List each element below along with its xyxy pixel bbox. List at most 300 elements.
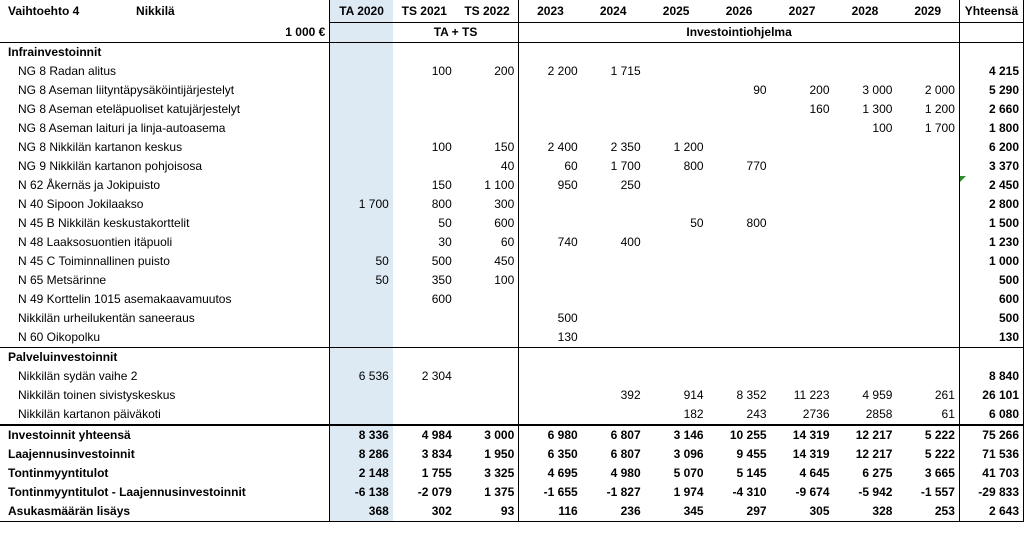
value-cell: 1 300: [862, 102, 893, 116]
row-label: Nikkilän kartanon päiväkoti: [18, 407, 161, 421]
value-cell: [771, 138, 834, 157]
value-cell: [771, 214, 834, 233]
value-cell: [582, 100, 645, 119]
row-label: N 65 Metsärinne: [18, 273, 107, 287]
row-label: Tontinmyyntitulot: [8, 466, 109, 480]
value-cell: -4 310: [732, 485, 767, 499]
header-year: 2028: [851, 4, 879, 18]
value-cell: 60: [500, 235, 515, 249]
value-cell: [582, 81, 645, 100]
value-cell: 236: [582, 502, 645, 522]
value-cell: [330, 405, 393, 425]
value-cell: [456, 81, 519, 100]
value-cell: [519, 405, 582, 425]
value-cell: [896, 290, 959, 309]
value-cell: 345: [645, 502, 708, 522]
value-cell: [896, 252, 959, 271]
value-cell: [582, 309, 645, 328]
value-cell: [393, 386, 456, 405]
value-cell: [834, 290, 897, 309]
value-cell: 450: [494, 254, 515, 268]
value-cell: 12 217: [855, 447, 893, 461]
table-row: [0, 309, 1024, 328]
table-row: [0, 176, 1024, 195]
value-cell: [708, 119, 771, 138]
table-row: [0, 138, 1024, 157]
value-cell: 800: [683, 159, 704, 173]
header-scenario: [0, 0, 330, 23]
scenario-label: Vaihtoehto 4: [8, 4, 80, 19]
value-cell: [708, 328, 771, 348]
value-cell: [708, 176, 771, 195]
header-year: 2023: [519, 0, 582, 23]
value-cell: [834, 367, 897, 386]
value-cell: 1 375: [484, 485, 515, 499]
total-cell: 600: [959, 290, 1023, 309]
value-cell: [393, 81, 456, 100]
row-label: NG 9 Nikkilän kartanon pohjoisosa: [18, 159, 203, 173]
table-row: [0, 290, 1024, 309]
value-cell: [708, 195, 771, 214]
value-cell: [393, 157, 456, 176]
value-cell: [896, 271, 959, 290]
value-cell: [834, 62, 897, 81]
value-cell: [330, 176, 393, 195]
value-cell: [519, 290, 582, 309]
value-cell: [330, 328, 393, 348]
value-cell: 1 755: [421, 466, 452, 480]
value-cell: 3 000: [862, 83, 893, 97]
value-cell: [456, 367, 519, 386]
row-label: NG 8 Aseman eteläpuoliset katujärjestelyt: [18, 102, 241, 116]
total-cell: 2 643: [959, 502, 1023, 522]
value-cell: 1 700: [924, 121, 955, 135]
value-cell: [330, 233, 393, 252]
table-row: [0, 252, 1024, 271]
total-cell: 75 266: [959, 425, 1023, 445]
row-label: NG 8 Nikkilän kartanon keskus: [18, 140, 183, 154]
total-cell: 5 290: [959, 81, 1023, 100]
value-cell: [834, 157, 897, 176]
total-cell: 8 840: [959, 367, 1023, 386]
value-cell: 6 807: [610, 447, 641, 461]
value-cell: [708, 62, 771, 81]
value-cell: [834, 138, 897, 157]
value-cell: [330, 386, 393, 405]
value-cell: [456, 386, 519, 405]
total-cell: 4 215: [959, 62, 1023, 81]
row-label: N 48 Laaksosuontien itäpuoli: [18, 235, 173, 249]
value-cell: [896, 62, 959, 81]
total-spacer: [959, 23, 1023, 43]
value-cell: 261: [934, 388, 955, 402]
value-cell: -2 079: [417, 485, 452, 499]
value-cell: [896, 233, 959, 252]
value-cell: 50: [690, 216, 704, 230]
value-cell: 60: [519, 157, 582, 176]
value-cell: [456, 100, 519, 119]
value-cell: [330, 62, 393, 81]
value-cell: [708, 252, 771, 271]
table-row: [0, 214, 1024, 233]
summary-row: [0, 425, 1024, 445]
value-cell: 8 352: [736, 388, 767, 402]
table-row: [0, 81, 1024, 100]
value-cell: 50: [330, 252, 393, 271]
value-cell: [834, 195, 897, 214]
value-cell: 6 536: [330, 367, 393, 386]
total-cell: 1 000: [959, 252, 1023, 271]
value-cell: 2 148: [330, 464, 393, 483]
total-cell: 1 500: [959, 214, 1023, 233]
value-cell: [645, 252, 708, 271]
table-row: [0, 157, 1024, 176]
empty-cell: [456, 43, 519, 63]
value-cell: [519, 252, 582, 271]
value-cell: [456, 290, 519, 309]
empty-cell: [959, 43, 1023, 63]
empty-cell: [519, 43, 582, 63]
value-cell: [834, 214, 897, 233]
empty-cell: [582, 43, 645, 63]
value-cell: 1 950: [484, 447, 515, 461]
value-cell: 100: [431, 140, 452, 154]
section-title: Infrainvestoinnit: [8, 45, 102, 59]
value-cell: 950: [519, 176, 582, 195]
empty-cell: [771, 348, 834, 368]
empty-cell: [645, 43, 708, 63]
value-cell: [519, 81, 582, 100]
value-cell: 2 350: [610, 140, 641, 154]
value-cell: 4 695: [519, 464, 582, 483]
table-row: [0, 119, 1024, 138]
value-cell: 2736: [802, 407, 830, 421]
value-cell: [771, 271, 834, 290]
value-cell: [330, 157, 393, 176]
value-cell: 116: [519, 502, 582, 522]
header-total: Yhteensä: [959, 0, 1023, 23]
total-cell: 6 200: [959, 138, 1023, 157]
value-cell: 93: [456, 502, 519, 522]
value-cell: [645, 271, 708, 290]
value-cell: 6 350: [519, 445, 582, 464]
value-cell: -6 138: [330, 483, 393, 502]
table-row: [0, 367, 1024, 386]
value-cell: 50: [438, 216, 452, 230]
empty-cell: [896, 348, 959, 368]
value-cell: [645, 100, 708, 119]
value-cell: 3 096: [673, 447, 704, 461]
value-cell: [330, 119, 393, 138]
header-year: 2026: [725, 4, 753, 18]
value-cell: 6 980: [519, 425, 582, 445]
value-cell: 770: [746, 159, 767, 173]
value-cell: [519, 367, 582, 386]
value-cell: [896, 195, 959, 214]
value-cell: 200: [494, 64, 515, 78]
total-cell: 2 450: [959, 176, 1023, 195]
value-cell: [771, 233, 834, 252]
value-cell: [834, 328, 897, 348]
value-cell: [771, 252, 834, 271]
value-cell: 100: [494, 273, 515, 287]
table-row: [0, 62, 1024, 81]
value-cell: 1 700: [330, 195, 393, 214]
value-cell: 11 223: [793, 388, 830, 402]
summary-row: [0, 483, 1024, 502]
value-cell: [645, 195, 708, 214]
ta-spacer: [330, 23, 393, 43]
value-cell: 30: [438, 235, 452, 249]
value-cell: [519, 100, 582, 119]
value-cell: 12 217: [834, 425, 897, 445]
value-cell: [330, 214, 393, 233]
value-cell: [645, 81, 708, 100]
value-cell: 2858: [865, 407, 893, 421]
value-cell: [645, 233, 708, 252]
value-cell: 4 980: [610, 466, 641, 480]
row-label: N 40 Sipoon Jokilaakso: [18, 197, 144, 211]
row-label: Tontinmyyntitulot - Laajennusinvestoinnit: [8, 485, 246, 499]
header-year: TA 2020: [330, 0, 393, 23]
value-cell: 1 974: [673, 485, 704, 499]
value-cell: 3 000: [456, 425, 519, 445]
value-cell: [771, 328, 834, 348]
summary-row: [0, 445, 1024, 464]
group-budget: TA + TS: [393, 23, 519, 43]
empty-cell: [582, 348, 645, 368]
row-label: Nikkilän sydän vaihe 2: [18, 369, 138, 383]
value-cell: [393, 405, 456, 425]
total-cell: 2 800: [959, 195, 1023, 214]
value-cell: [645, 119, 708, 138]
value-cell: 5 222: [896, 425, 959, 445]
table-row: [0, 100, 1024, 119]
value-cell: 2 400: [519, 138, 582, 157]
value-cell: [771, 290, 834, 309]
group-program: Investointiohjelma: [519, 23, 960, 43]
row-label: Laajennusinvestoinnit: [8, 447, 135, 461]
empty-cell: [708, 348, 771, 368]
value-cell: 6 275: [862, 466, 893, 480]
total-cell: 3 370: [959, 157, 1023, 176]
unit-label: 1 000 €: [0, 23, 330, 43]
value-cell: 4 645: [799, 466, 830, 480]
value-cell: [771, 367, 834, 386]
value-cell: 8 286: [330, 445, 393, 464]
value-cell: [582, 214, 645, 233]
value-cell: [393, 119, 456, 138]
table-row: [0, 271, 1024, 290]
value-cell: 305: [771, 502, 834, 522]
value-cell: 302: [393, 502, 456, 522]
empty-cell: [456, 348, 519, 368]
value-cell: 14 319: [792, 447, 830, 461]
empty-cell: [645, 348, 708, 368]
header-year: 2024: [599, 4, 627, 18]
row-label: N 45 C Toiminnallinen puisto: [18, 254, 170, 268]
header-year: 2025: [662, 4, 690, 18]
value-cell: 1 200: [673, 140, 704, 154]
value-cell: 1 715: [610, 64, 641, 78]
value-cell: 14 319: [771, 425, 834, 445]
section-row: [0, 348, 1024, 368]
value-cell: 600: [431, 292, 452, 306]
value-cell: 3 834: [421, 447, 452, 461]
value-cell: 3 325: [484, 466, 515, 480]
value-cell: 800: [746, 216, 767, 230]
value-cell: 328: [834, 502, 897, 522]
value-cell: 1 200: [924, 102, 955, 116]
value-cell: 368: [330, 502, 393, 522]
value-cell: [896, 328, 959, 348]
value-cell: 253: [896, 502, 959, 522]
value-cell: [834, 271, 897, 290]
value-cell: [582, 195, 645, 214]
value-cell: [708, 271, 771, 290]
value-cell: [519, 119, 582, 138]
value-cell: [708, 309, 771, 328]
value-cell: [330, 138, 393, 157]
value-cell: [519, 271, 582, 290]
value-cell: [519, 195, 582, 214]
value-cell: 4 959: [862, 388, 893, 402]
value-cell: [330, 100, 393, 119]
value-cell: 8 336: [330, 425, 393, 445]
value-cell: [771, 157, 834, 176]
value-cell: 350: [431, 273, 452, 287]
value-cell: [582, 405, 645, 425]
value-cell: 1 700: [610, 159, 641, 173]
value-cell: [896, 176, 959, 195]
value-cell: [393, 328, 456, 348]
row-label: NG 8 Aseman laituri ja linja-autoasema: [18, 121, 226, 135]
value-cell: 61: [941, 407, 955, 421]
value-cell: [645, 62, 708, 81]
value-cell: 100: [431, 64, 452, 78]
value-cell: 3 146: [645, 425, 708, 445]
total-cell: 1 230: [959, 233, 1023, 252]
row-label: N 62 Åkernäs ja Jokipuisto: [18, 178, 161, 192]
value-cell: [896, 157, 959, 176]
empty-cell: [330, 348, 393, 368]
total-cell: 71 536: [959, 445, 1023, 464]
value-cell: [330, 290, 393, 309]
row-label: Investoinnit yhteensä: [0, 425, 330, 445]
value-cell: [708, 233, 771, 252]
value-cell: [771, 195, 834, 214]
value-cell: 150: [431, 178, 452, 192]
value-cell: [456, 405, 519, 425]
value-cell: 50: [330, 271, 393, 290]
empty-cell: [330, 43, 393, 63]
header-row: [0, 0, 1024, 23]
row-label: Nikkilän toinen sivistyskeskus: [18, 388, 176, 402]
table-row: [0, 386, 1024, 405]
table-row: [0, 405, 1024, 425]
value-cell: [708, 138, 771, 157]
value-cell: 400: [620, 235, 641, 249]
value-cell: 392: [620, 388, 641, 402]
value-cell: [582, 271, 645, 290]
value-cell: [582, 290, 645, 309]
value-cell: [834, 252, 897, 271]
total-cell: 130: [959, 328, 1023, 348]
value-cell: [393, 309, 456, 328]
value-cell: [708, 290, 771, 309]
value-cell: [708, 367, 771, 386]
total-cell: 2 660: [959, 100, 1023, 119]
total-cell: 26 101: [959, 386, 1023, 405]
value-cell: [519, 214, 582, 233]
value-cell: [582, 367, 645, 386]
value-cell: [896, 214, 959, 233]
total-cell: 41 703: [959, 464, 1023, 483]
value-cell: 500: [431, 254, 452, 268]
row-label: N 45 B Nikkilän keskustakorttelit: [18, 216, 190, 230]
row-label: N 60 Oikopolku: [18, 330, 101, 344]
empty-cell: [393, 43, 456, 63]
total-cell: -29 833: [959, 483, 1023, 502]
table-row: [0, 233, 1024, 252]
value-cell: -1 827: [606, 485, 641, 499]
total-cell: 1 800: [959, 119, 1023, 138]
section-row: [0, 43, 1024, 63]
value-cell: -9 674: [795, 485, 830, 499]
value-cell: -5 942: [858, 485, 893, 499]
value-cell: [456, 328, 519, 348]
value-cell: 740: [519, 233, 582, 252]
value-cell: 3 665: [924, 466, 955, 480]
empty-cell: [959, 348, 1023, 368]
value-cell: 800: [431, 197, 452, 211]
total-cell: 500: [959, 271, 1023, 290]
area-label: Nikkilä: [136, 4, 175, 19]
value-cell: [771, 176, 834, 195]
value-cell: [582, 328, 645, 348]
value-cell: [456, 309, 519, 328]
value-cell: -1 557: [920, 485, 955, 499]
value-cell: 5 222: [924, 447, 955, 461]
row-label: NG 8 Aseman liityntäpysäköintijärjestelyt: [18, 83, 235, 97]
value-cell: 914: [683, 388, 704, 402]
value-cell: [771, 309, 834, 328]
value-cell: 182: [683, 407, 704, 421]
value-cell: [771, 62, 834, 81]
empty-cell: [393, 348, 456, 368]
value-cell: 6 807: [582, 425, 645, 445]
table-row: [0, 195, 1024, 214]
subheader-row: [0, 23, 1024, 43]
row-label: Asukasmäärän lisäys: [0, 502, 330, 522]
empty-cell: [896, 43, 959, 63]
value-cell: 200: [809, 83, 830, 97]
value-cell: [834, 309, 897, 328]
value-cell: 2 000: [924, 83, 955, 97]
empty-cell: [771, 43, 834, 63]
value-cell: 2 304: [421, 369, 452, 383]
value-cell: 10 255: [708, 425, 771, 445]
value-cell: [330, 81, 393, 100]
value-cell: 100: [872, 121, 893, 135]
value-cell: [645, 176, 708, 195]
value-cell: 130: [519, 328, 582, 348]
value-cell: 297: [708, 502, 771, 522]
total-cell: 6 080: [959, 405, 1023, 425]
value-cell: 300: [494, 197, 515, 211]
value-cell: 5 070: [673, 466, 704, 480]
value-cell: [582, 252, 645, 271]
